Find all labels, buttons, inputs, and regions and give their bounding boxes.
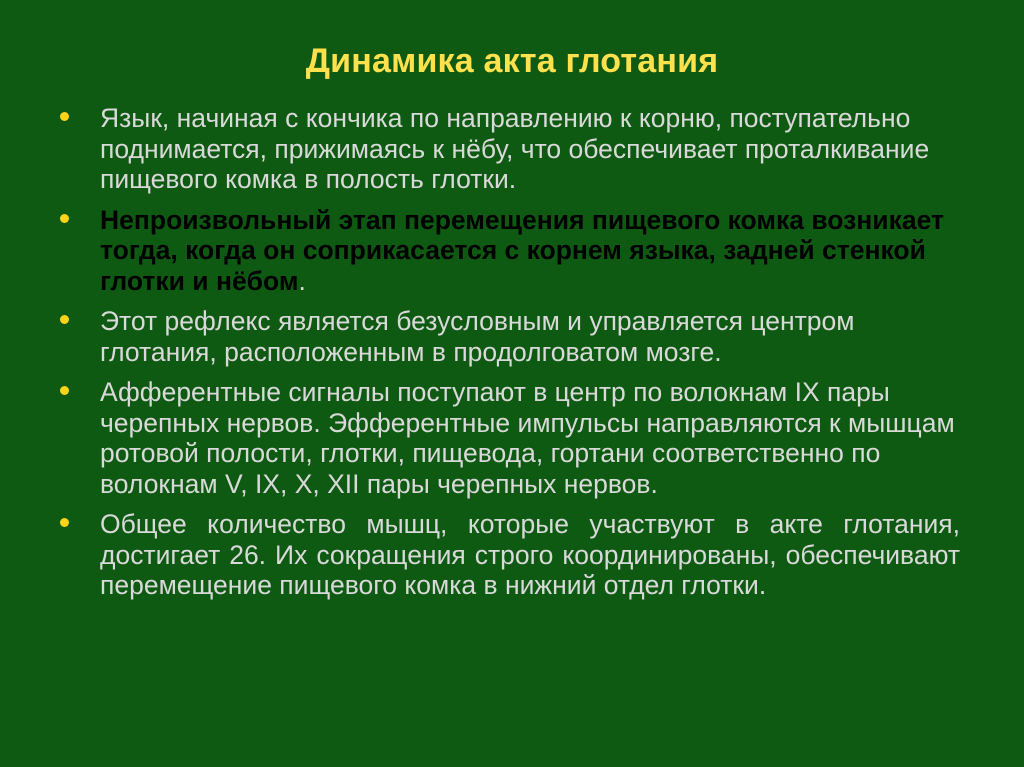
bullet-dot-icon (60, 518, 69, 527)
bullet-item-4 (60, 377, 960, 499)
bullet-dot-icon (60, 386, 69, 395)
bullet-item-5 (60, 509, 960, 601)
bullet-text: Афферентные сигналы поступают в центр по волокнам IX пары черепных нервов. Эфферентные импульсы направляются к мышцам ротовой полости, глотки, пищевода, гортани соответственно по волокнам V, IX, X, XII пары черепных нервов. (100, 377, 955, 499)
bullet-dot-icon (60, 112, 69, 121)
bullet-text: Этот рефлекс является безусловным и управляется центром глотания, расположенным в продолговатом мозге. (100, 306, 855, 367)
bullet-text: Общее количество мышц, которые участвуют в акте глотания, достигает 26. Их сокращения строго координированы, обеспечивают перемещение пищевого комка в нижний отдел глотки. (100, 509, 960, 600)
bullet-text: Язык, начиная с кончика по направлению к корню, поступательно поднимается, прижимаясь к нёбу, что обеспечивает проталкивание пищевого комка в полость глотки. (100, 103, 930, 194)
bullet-list (60, 103, 960, 611)
bullet-dot-icon (60, 214, 69, 223)
bullet-item-2 (60, 205, 960, 297)
bullet-item-3 (60, 306, 960, 367)
bullet-dot-icon (60, 315, 69, 324)
bullet-item-1 (60, 103, 960, 195)
bullet-tail: . (298, 265, 306, 296)
bullet-text: Непроизвольный этап перемещения пищевого комка возникает тогда, когда он соприкасается с корнем языка, задней стенкой глотки и нёбом (100, 204, 944, 296)
slide-title: Динамика акта глотания (305, 42, 719, 80)
